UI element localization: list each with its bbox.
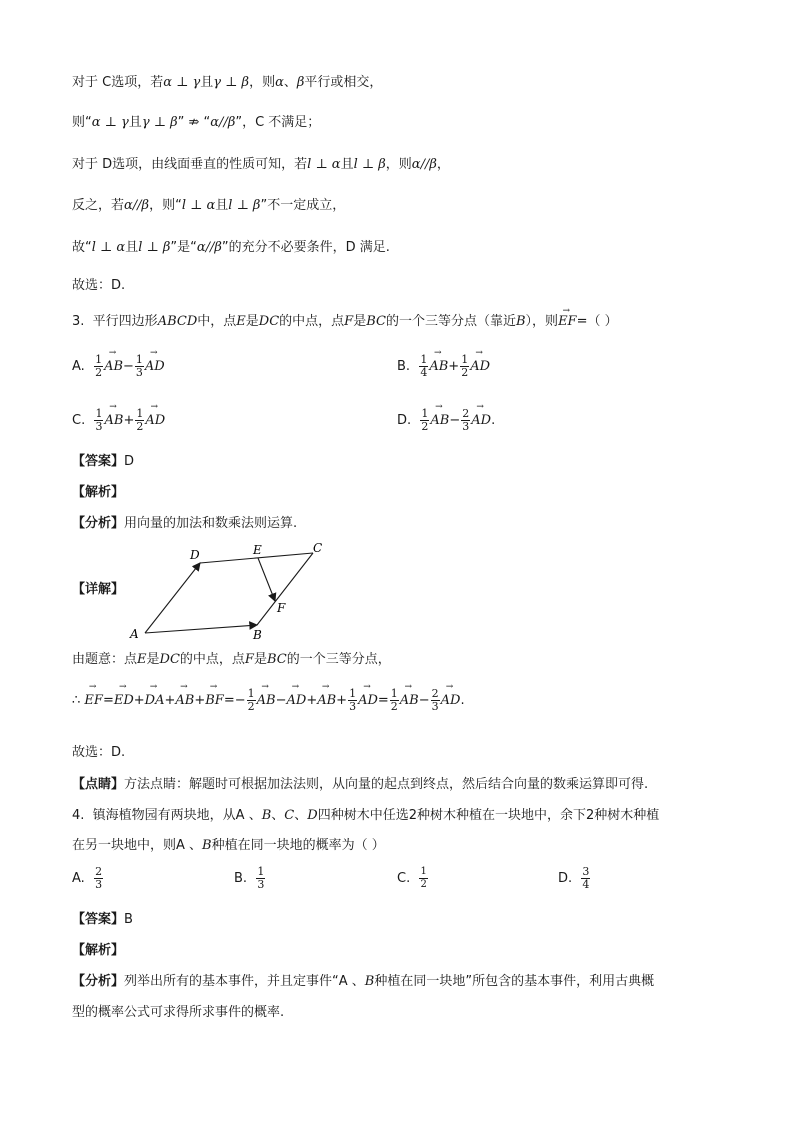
text: 是 (253, 652, 267, 667)
operator: + (164, 693, 176, 708)
fenxi-tag: 【分析】 (72, 516, 125, 531)
text: ， (436, 157, 450, 172)
text: 、 (271, 808, 285, 823)
vector: → AD (145, 413, 165, 428)
point-c-label: C (313, 541, 323, 555)
math: E (236, 314, 246, 329)
math: l ⊥ β (228, 198, 261, 213)
option-label: A. (72, 359, 85, 374)
operator: − (418, 693, 430, 708)
q3-detail-tag: 【详解】 (72, 582, 125, 597)
text: 且 (128, 115, 142, 130)
text: . (460, 693, 465, 708)
text: 四种树木中任选2种树木种植在一块地中，余下2种树木种植 (317, 808, 660, 823)
text: 对于 D选项，由线面垂直的性质可知，若 (72, 157, 308, 172)
vector: → BF (205, 693, 224, 708)
point-d-label: D (190, 548, 200, 562)
answer-tag: 【答案】 (72, 912, 125, 927)
math: BC (266, 652, 287, 667)
q4-fenxi-line-2: 型的概率公式可求得所求事件的概率. (72, 1005, 285, 1020)
text: 镇海植物园有两块地，从A 、 (92, 808, 262, 823)
vector: → AD (145, 359, 165, 374)
text: “ (203, 115, 211, 130)
question-4-stem-line-1 (72, 807, 659, 825)
math: F (244, 652, 254, 667)
q3-analysis-tag: 【解析】 (72, 485, 125, 500)
point-a-label: A (130, 627, 139, 641)
math: γ ⊥ β (141, 115, 178, 130)
operator: − (275, 693, 287, 708)
q3-option-a[interactable] (72, 354, 165, 379)
question-number: 3. (72, 314, 85, 329)
text: 且 (215, 198, 229, 213)
q3-dianjing (72, 776, 648, 794)
math: β (296, 75, 305, 90)
math: ABCD (157, 314, 198, 329)
text-line-2 (72, 114, 320, 132)
point-b-label: B (253, 628, 262, 642)
fraction: $\frac{3}{4}$ (582, 865, 590, 891)
text: 、 (294, 808, 308, 823)
q3-option-d[interactable] (397, 408, 495, 433)
q4-answer (72, 911, 133, 929)
operator: + (123, 413, 135, 428)
vector: → DA (145, 693, 165, 708)
vector-ab-line (145, 625, 257, 633)
option-label: D. (558, 871, 573, 886)
operator: = (377, 693, 389, 708)
operator: − (123, 359, 134, 374)
text: ，则 (249, 75, 276, 90)
text: 平行或相交， (304, 75, 383, 90)
text: ”不一定成立， (260, 198, 346, 213)
text-line-3 (72, 156, 450, 174)
math: DC (258, 314, 280, 329)
fenxi-tag: 【分析】 (72, 974, 125, 989)
math: B (515, 314, 526, 329)
vector: → AD (287, 693, 307, 708)
fraction: $\frac{2}{3}$ (431, 687, 439, 713)
vector: → AD (471, 413, 491, 428)
q4-option-c[interactable] (397, 866, 429, 891)
fraction: $\frac{1}{2}$ (247, 687, 255, 713)
operator: + (336, 693, 348, 708)
vector: → AB (430, 413, 449, 428)
text: 是 (146, 652, 160, 667)
text: 的一个三等分点， (286, 652, 391, 667)
text: ”的充分不必要条件，D 满足. (221, 240, 390, 255)
point-e-label: E (253, 543, 262, 557)
text: . (491, 413, 496, 428)
vector: → AB (104, 359, 123, 374)
math: B (261, 808, 272, 823)
math: l ⊥ α (181, 198, 216, 213)
fraction: $\frac{2}{3}$ (462, 407, 470, 433)
fraction: $\frac{1}{2}$ (420, 866, 427, 890)
operator: = (223, 693, 235, 708)
text: 的中点，点 (279, 314, 345, 329)
fraction: $\frac{1}{3}$ (135, 353, 143, 379)
fraction: $\frac{1}{3}$ (257, 865, 265, 891)
vector: → AB (257, 693, 276, 708)
fraction: $\frac{1}{3}$ (95, 407, 103, 433)
text: ，则“ (149, 198, 182, 213)
text: 种植在同一块地”所包含的基本事件，利用古典概 (374, 974, 655, 989)
vector: → AD (470, 359, 490, 374)
math: α//β (196, 240, 222, 255)
text: 则“ (72, 115, 92, 130)
q4-option-b[interactable] (234, 866, 266, 891)
text-line-6: 故选：D. (72, 278, 126, 293)
text-line-4 (72, 197, 345, 215)
operator: + (306, 693, 318, 708)
text: 平行四边形 (92, 314, 158, 329)
text: 用向量的加法和数乘法则运算. (124, 516, 298, 531)
text: 是 (353, 314, 367, 329)
fraction: $\frac{1}{2}$ (390, 687, 398, 713)
text-line-1 (72, 74, 382, 92)
operator: + (194, 693, 206, 708)
answer-value: D (124, 454, 135, 469)
vector-ef-line (258, 558, 275, 601)
text-line-5 (72, 239, 390, 257)
text: ），则 (525, 314, 559, 329)
q3-option-b[interactable] (397, 354, 490, 379)
text: =（ ） (576, 314, 618, 329)
fraction: $\frac{1}{3}$ (349, 687, 357, 713)
point-f-label: F (277, 601, 286, 615)
math: BC (366, 314, 386, 329)
text: 故“ (72, 240, 92, 255)
q3-answer (72, 453, 134, 471)
math: l ⊥ α (91, 240, 126, 255)
not-implies-symbol: ⇏ (188, 115, 200, 130)
fraction: $\frac{1}{2}$ (136, 407, 144, 433)
q4-fenxi-line-1 (72, 973, 654, 991)
operator: − (234, 693, 246, 708)
math: C (284, 808, 295, 823)
math: F (344, 314, 354, 329)
text: 种植在同一块地的概率为（ ） (211, 838, 385, 853)
vector: → AB (104, 413, 123, 428)
fraction: $\frac{1}{2}$ (421, 407, 429, 433)
vector-ef: → EF (558, 313, 577, 331)
math: α (275, 75, 284, 90)
q4-analysis-tag: 【解析】 (72, 943, 125, 958)
math: B (202, 838, 212, 853)
math: α//β (210, 115, 236, 130)
option-label: D. (397, 413, 412, 428)
vector: → AB (175, 693, 194, 708)
vector: → AB (317, 693, 336, 708)
math: α//β (411, 157, 437, 172)
operator: + (133, 693, 145, 708)
text: 列举出所有的基本事件，并且定事件“A 、 (124, 974, 365, 989)
vector: → AD (358, 693, 378, 708)
text: 是 (245, 314, 259, 329)
q4-option-a[interactable] (72, 866, 104, 891)
math: E (137, 652, 147, 667)
option-label: C. (397, 871, 411, 886)
text: 中，点 (197, 314, 237, 329)
text: 的一个三等分点（靠近 (385, 314, 516, 329)
question-3-stem (72, 313, 618, 331)
fraction: $\frac{1}{2}$ (461, 353, 469, 379)
q3-choose: 故选：D. (72, 745, 126, 760)
vector: → EF (84, 693, 103, 708)
operator: + (448, 359, 460, 374)
q3-fenxi (72, 515, 297, 533)
text: 且 (200, 75, 214, 90)
text: 反之，若 (72, 198, 125, 213)
math: D (307, 808, 318, 823)
option-label: B. (397, 359, 411, 374)
math: α//β (124, 198, 150, 213)
text: 方法点睛：解题时可根据加法法则，从向量的起点到终点，然后结合向量的数乘运算即可得. (124, 777, 649, 792)
math: l ⊥ α (307, 157, 341, 172)
text: 且 (125, 240, 139, 255)
fraction: $\frac{1}{2}$ (95, 353, 103, 379)
vector: → AB (400, 693, 419, 708)
answer-tag: 【答案】 (72, 454, 125, 469)
text: 在另一块地中，则A 、 (72, 838, 203, 853)
parallelogram-figure (125, 538, 335, 646)
fraction: $\frac{2}{3}$ (95, 865, 103, 891)
math: l ⊥ β (353, 157, 386, 172)
option-label: B. (234, 871, 248, 886)
text: ” (177, 115, 185, 130)
text: 对于 C选项，若 (72, 75, 164, 90)
q3-given (72, 651, 391, 669)
vector-ad-line (145, 563, 200, 633)
text: 、 (283, 75, 297, 90)
text: ，则 (385, 157, 412, 172)
math: γ ⊥ β (213, 75, 250, 90)
fraction: $\frac{1}{4}$ (420, 353, 428, 379)
text: 且 (340, 157, 354, 172)
text: ”，C 不满足； (235, 115, 321, 130)
math: l ⊥ β (138, 240, 171, 255)
q4-option-d[interactable] (558, 866, 591, 891)
option-label: A. (72, 871, 85, 886)
vector: → ED (114, 693, 134, 708)
operator: = (102, 693, 114, 708)
question-4-stem-line-2 (72, 837, 385, 855)
q3-calculation (72, 688, 465, 713)
question-number: 4. (72, 808, 85, 823)
q3-option-c[interactable] (72, 408, 165, 433)
math: α ⊥ γ (163, 75, 201, 90)
option-label: C. (72, 413, 86, 428)
math: B (364, 974, 375, 989)
vector: → AB (429, 359, 448, 374)
text: 由题意：点 (72, 652, 138, 667)
math: DC (159, 652, 180, 667)
vector: → AD (441, 693, 461, 708)
text: ”是“ (170, 240, 197, 255)
therefore-symbol: ∴ (72, 693, 81, 708)
answer-value: B (124, 912, 133, 927)
operator: − (449, 413, 461, 428)
math: α ⊥ γ (91, 115, 129, 130)
text: 的中点，点 (179, 652, 245, 667)
dianjing-tag: 【点睛】 (72, 777, 125, 792)
